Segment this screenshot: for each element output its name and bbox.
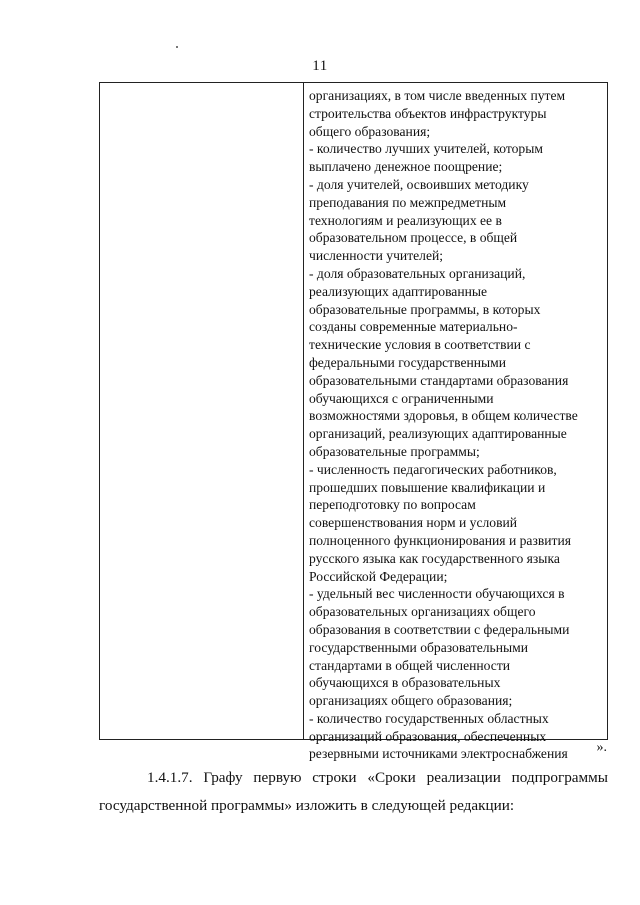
- table-cell-line: организациях общего образования;: [309, 693, 513, 709]
- table-cell-line: обучающихся в образовательных: [309, 675, 501, 691]
- table-cell-line: технические условия в соответствии с: [309, 337, 531, 353]
- table-cell-line: реализующих адаптированные: [309, 283, 488, 299]
- table-cell-line: - численность педагогических работников,: [309, 461, 557, 477]
- table-cell-line: образования в соответствии с федеральными: [309, 621, 570, 637]
- table-cell-line: образовательных организациях общего: [309, 604, 536, 620]
- table-cell-line: - количество государственных областных: [309, 710, 549, 726]
- table-cell-line: организаций образования, обеспеченных: [309, 728, 547, 744]
- table-cell-line: государственными образовательными: [309, 639, 529, 655]
- table-cell-line: - количество лучших учителей, которым: [309, 141, 543, 157]
- table-cell-line: прошедших повышение квалификации и: [309, 479, 546, 495]
- table-cell-line: - удельный вес численности обучающихся в: [309, 586, 565, 602]
- table-cell-line: преподавания по межпредметным: [309, 194, 507, 210]
- paragraph-word: Графу: [203, 769, 243, 786]
- paragraph-line-2: государственной программы» изложить в следующей редакции:: [99, 797, 515, 814]
- table-cell-line: организаций, реализующих адаптированные: [309, 426, 567, 442]
- paragraph-1-4-1-7: [99, 764, 608, 820]
- document-table: [99, 82, 608, 762]
- table-cell-line: технологиям и реализующих ее в: [309, 212, 502, 228]
- page-number: 11: [312, 58, 328, 74]
- closing-quote: ».: [596, 740, 607, 755]
- table-cell-line: - доля образовательных организаций,: [309, 265, 526, 281]
- table-cell-line: образовательном процессе, в общей: [309, 230, 518, 246]
- paragraph-word: реализации: [426, 769, 501, 786]
- table-cell-line: обучающихся с ограниченными: [309, 390, 494, 406]
- table-cell-line: численности учителей;: [309, 248, 444, 264]
- table-cell-line: совершенствования норм и условий: [309, 515, 518, 531]
- table-cell-line: образовательные программы;: [309, 443, 480, 459]
- paragraph-line-1: [99, 764, 608, 792]
- table-cell-line: общего образования;: [309, 123, 431, 139]
- table-cell-line: созданы современные материально-: [309, 319, 518, 335]
- table-cell-line: переподготовку по вопросам: [309, 497, 476, 513]
- table-cell-line: резервными источниками электроснабжения: [309, 746, 568, 762]
- table-cell-line: образовательные программы, в которых: [309, 301, 541, 317]
- table-cell-line: стандартами в общей численности: [309, 657, 511, 673]
- table-cell-line: выплачено денежное поощрение;: [309, 159, 503, 175]
- paragraph-word: «Сроки: [367, 769, 416, 786]
- table-cell-line: русского языка как государственного языка: [309, 550, 560, 566]
- paragraph-word: 1.4.1.7.: [147, 769, 193, 786]
- table-cell-line: организациях, в том числе введенных путем: [309, 88, 566, 103]
- paragraph-word: строки: [312, 769, 357, 786]
- paragraph-word: первую: [253, 769, 302, 786]
- table-cell-line: возможностями здоровья, в общем количестве: [309, 408, 578, 424]
- table-cell-right: [309, 87, 605, 763]
- table-cell-line: Российской Федерации;: [309, 568, 448, 584]
- paragraph-word: подпрограммы: [511, 769, 608, 786]
- table-cell-line: строительства объектов инфраструктуры: [309, 105, 547, 121]
- table-cell-line: полноценного функционирования и развития: [309, 532, 571, 548]
- table-cell-line: - доля учителей, освоивших методику: [309, 176, 529, 192]
- table-column-divider: [303, 83, 304, 739]
- table-cell-line: федеральными государственными: [309, 354, 507, 370]
- scan-speck: [176, 46, 178, 48]
- table-cell-line: образовательными стандартами образования: [309, 372, 569, 388]
